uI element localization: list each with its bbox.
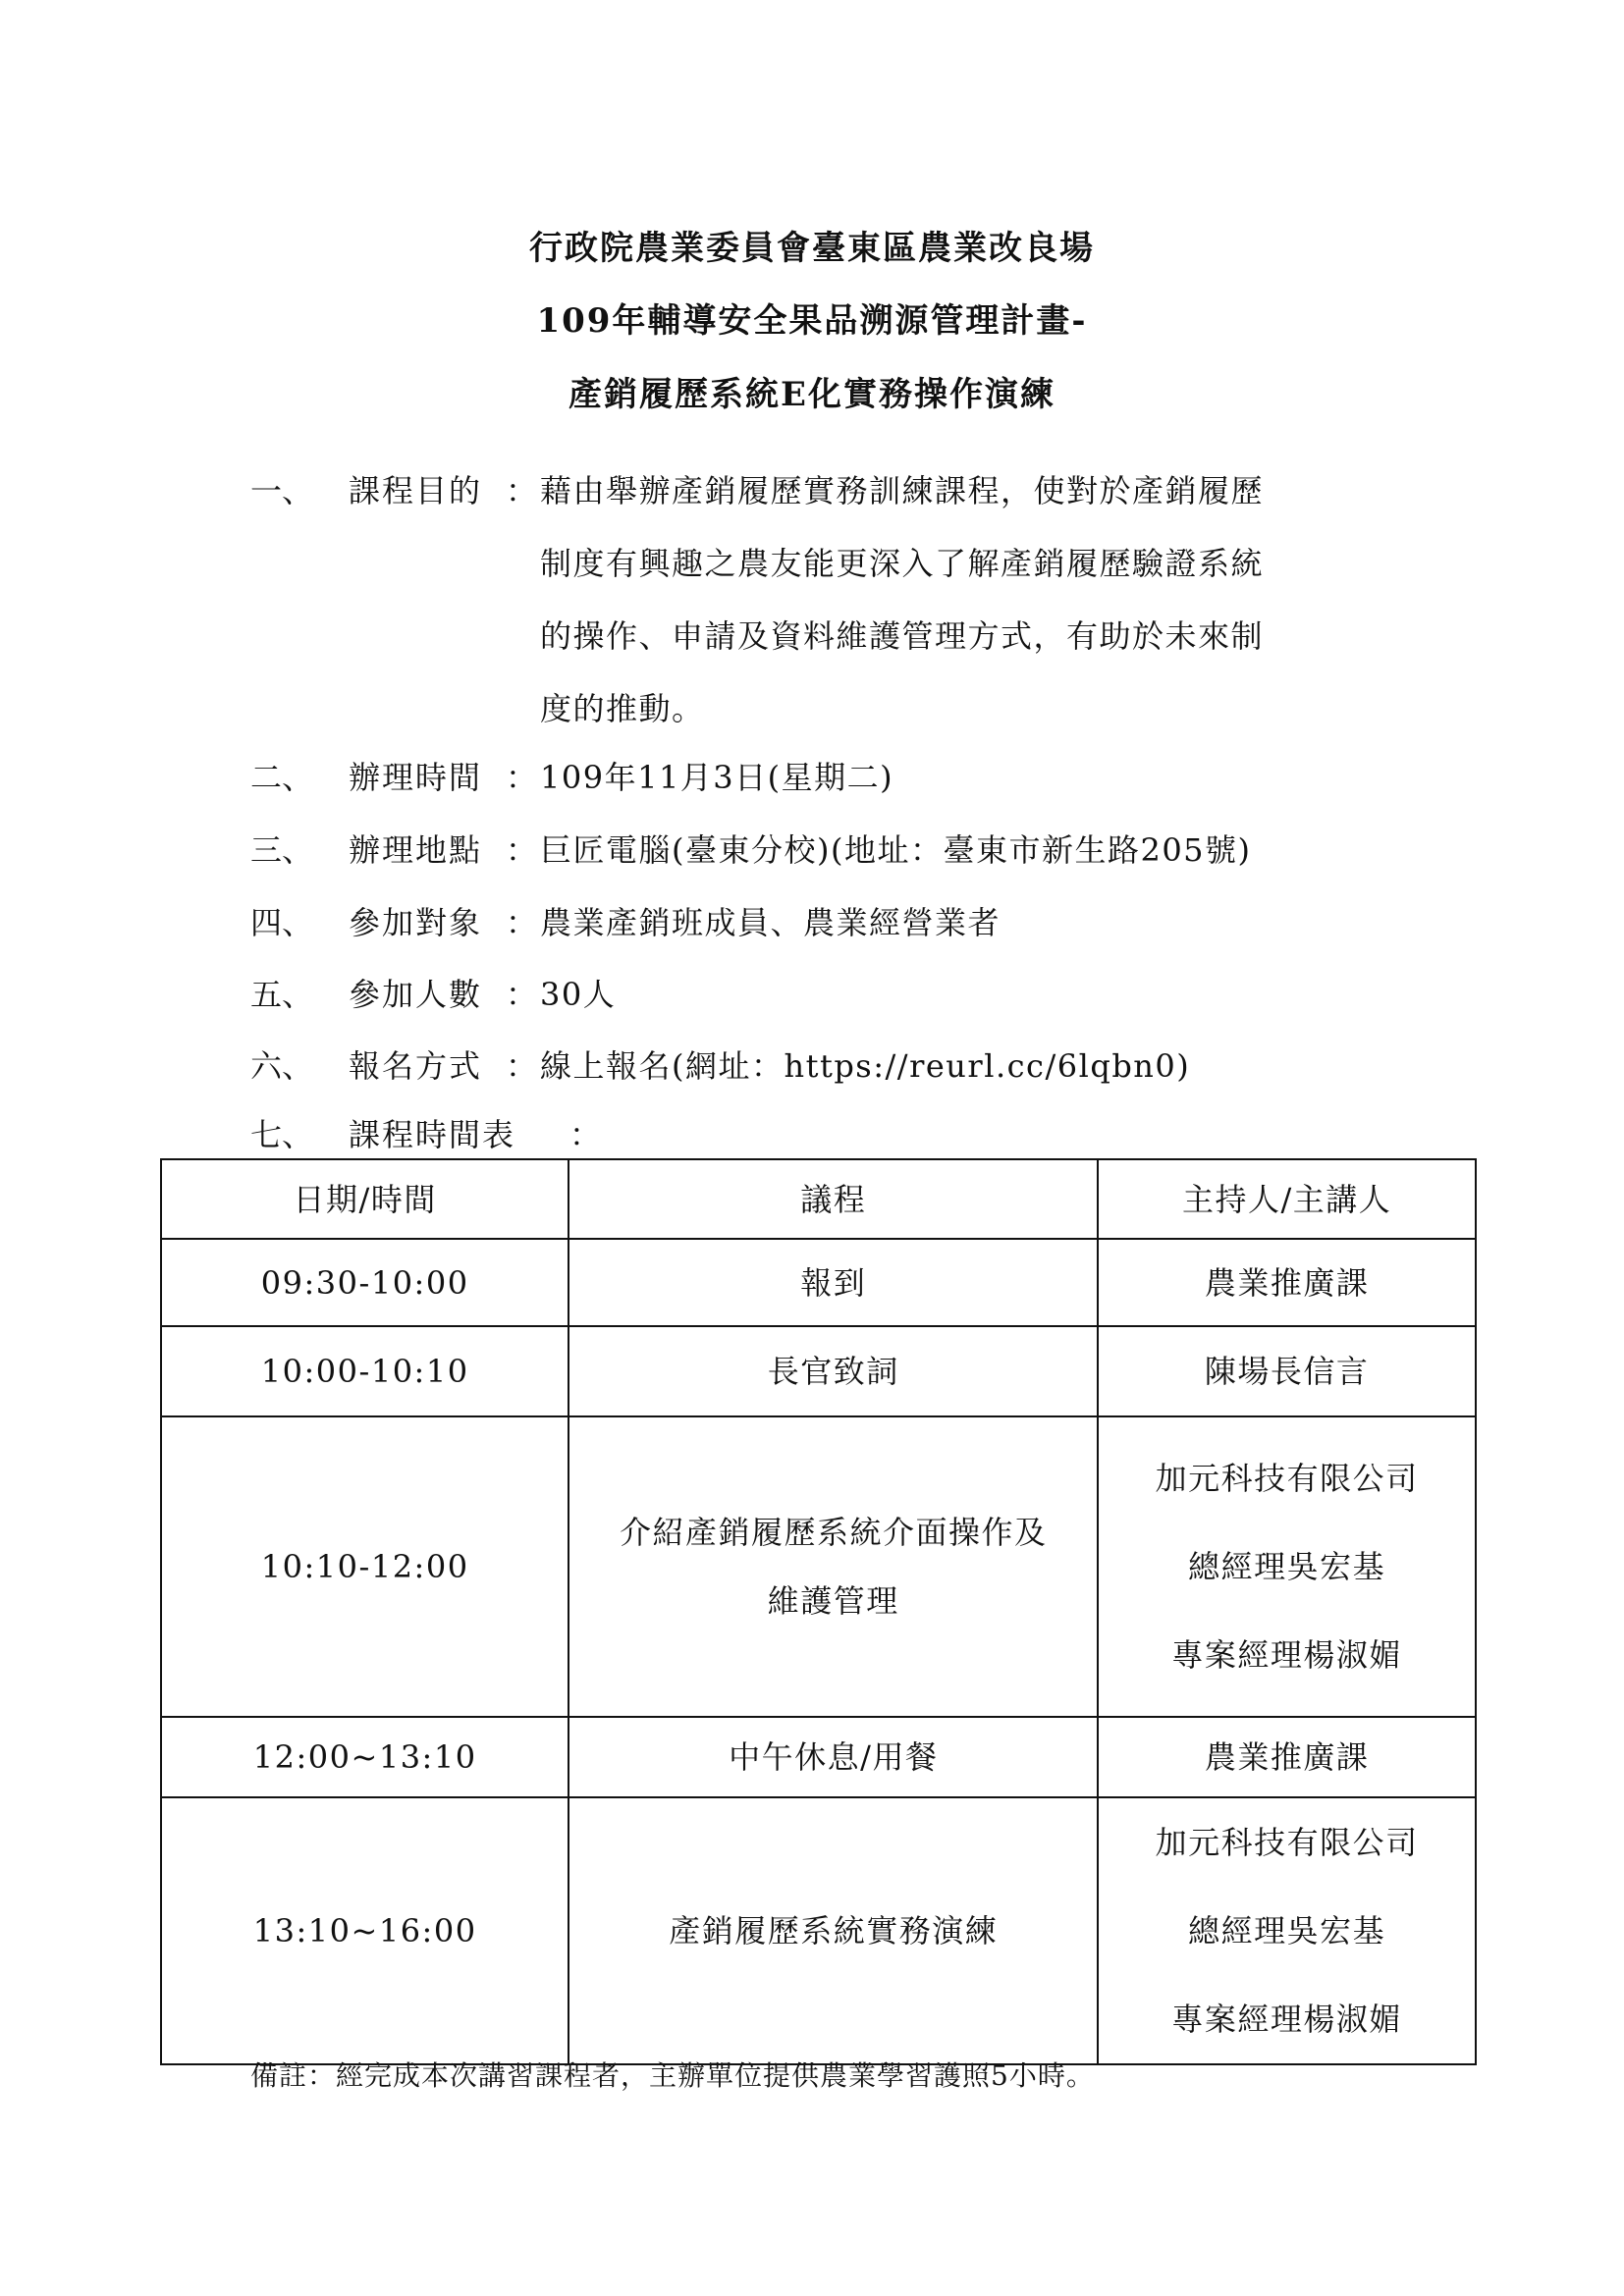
row-host: 農業推廣課 xyxy=(1098,1717,1476,1797)
section-label: 課程目的 xyxy=(349,472,483,509)
row-agenda: 產銷履歷系統實務演練 xyxy=(568,1797,1098,2064)
row-agenda xyxy=(568,1416,1098,1717)
section-value: 農業產銷班成員、農業經營業者 xyxy=(540,904,1001,941)
section-value: 109年11月3日(星期二) xyxy=(540,759,894,796)
host-line: 專案經理楊淑媚 xyxy=(1171,2001,1402,2038)
section-label: 參加人數 xyxy=(349,976,483,1013)
agenda-line: 維護管理 xyxy=(767,1582,899,1620)
table-header-row xyxy=(161,1159,1476,1239)
agenda-line: 介紹產銷履歷系統介面操作及 xyxy=(620,1514,1048,1551)
schedule-table xyxy=(160,1158,1477,2065)
header-time: 日期/時間 xyxy=(161,1159,568,1239)
row-host xyxy=(1098,1416,1476,1717)
table-row xyxy=(161,1416,1476,1717)
table-row xyxy=(161,1239,1476,1326)
row-time: 10:00-10:10 xyxy=(161,1326,568,1416)
table-row xyxy=(161,1797,1476,2064)
document-title-agency: 行政院農業委員會臺東區農業改良場 xyxy=(529,229,1095,268)
section-label: 參加對象 xyxy=(349,904,483,941)
section-number: 四、 xyxy=(250,904,314,941)
host-line: 加元科技有限公司 xyxy=(1155,1460,1419,1497)
section-colon: ： xyxy=(506,831,538,869)
section-label: 報名方式 xyxy=(349,1047,483,1085)
table-row xyxy=(161,1717,1476,1797)
section-label: 課程時間表 xyxy=(349,1116,516,1153)
table-row xyxy=(161,1326,1476,1416)
row-agenda: 報到 xyxy=(568,1239,1098,1326)
purpose-line-3: 的操作、申請及資料維護管理方式，有助於未來制 xyxy=(540,617,1265,655)
row-host: 陳場長信言 xyxy=(1098,1326,1476,1416)
registration-link[interactable]: 線上報名(網址：https://reurl.cc/6lqbn0) xyxy=(540,1047,1191,1085)
section-number: 七、 xyxy=(250,1116,314,1153)
section-number: 一、 xyxy=(250,472,314,509)
purpose-line-1: 藉由舉辦產銷履歷實務訓練課程，使對於產銷履歷 xyxy=(540,472,1265,509)
purpose-line-2: 制度有興趣之農友能更深入了解產銷履歷驗證系統 xyxy=(540,545,1265,582)
host-line: 加元科技有限公司 xyxy=(1155,1824,1419,1861)
section-value: 30人 xyxy=(540,976,617,1013)
row-host: 農業推廣課 xyxy=(1098,1239,1476,1326)
section-colon: ： xyxy=(506,904,538,941)
document-title-course: 產銷履歷系統E化實務操作演練 xyxy=(568,375,1056,414)
section-colon: ： xyxy=(506,1047,538,1085)
row-time: 12:00~13:10 xyxy=(161,1717,568,1797)
host-line: 總經理吳宏基 xyxy=(1188,1912,1386,1949)
section-label: 辦理地點 xyxy=(349,831,483,869)
section-colon: ： xyxy=(569,1116,602,1153)
section-number: 二、 xyxy=(250,759,314,796)
section-colon: ： xyxy=(506,472,538,509)
host-line: 總經理吳宏基 xyxy=(1188,1548,1386,1585)
section-number: 三、 xyxy=(250,831,314,869)
host-line: 專案經理楊淑媚 xyxy=(1171,1636,1402,1674)
row-time: 09:30-10:00 xyxy=(161,1239,568,1326)
row-agenda: 中午休息/用餐 xyxy=(568,1717,1098,1797)
footnote: 備註：經完成本次講習課程者，主辦單位提供農業學習護照5小時。 xyxy=(250,2059,1095,2092)
purpose-line-4: 度的推動。 xyxy=(540,690,705,727)
row-agenda: 長官致詞 xyxy=(568,1326,1098,1416)
section-number: 五、 xyxy=(250,976,314,1013)
section-label: 辦理時間 xyxy=(349,759,483,796)
section-colon: ： xyxy=(506,759,538,796)
header-agenda: 議程 xyxy=(568,1159,1098,1239)
row-time: 13:10~16:00 xyxy=(161,1797,568,2064)
section-colon: ： xyxy=(506,976,538,1013)
header-host: 主持人/主講人 xyxy=(1098,1159,1476,1239)
section-value: 巨匠電腦(臺東分校)(地址：臺東市新生路205號) xyxy=(540,831,1252,869)
row-time: 10:10-12:00 xyxy=(161,1416,568,1717)
section-number: 六、 xyxy=(250,1047,314,1085)
document-title-plan: 109年輔導安全果品溯源管理計畫- xyxy=(536,301,1088,341)
row-host xyxy=(1098,1797,1476,2064)
